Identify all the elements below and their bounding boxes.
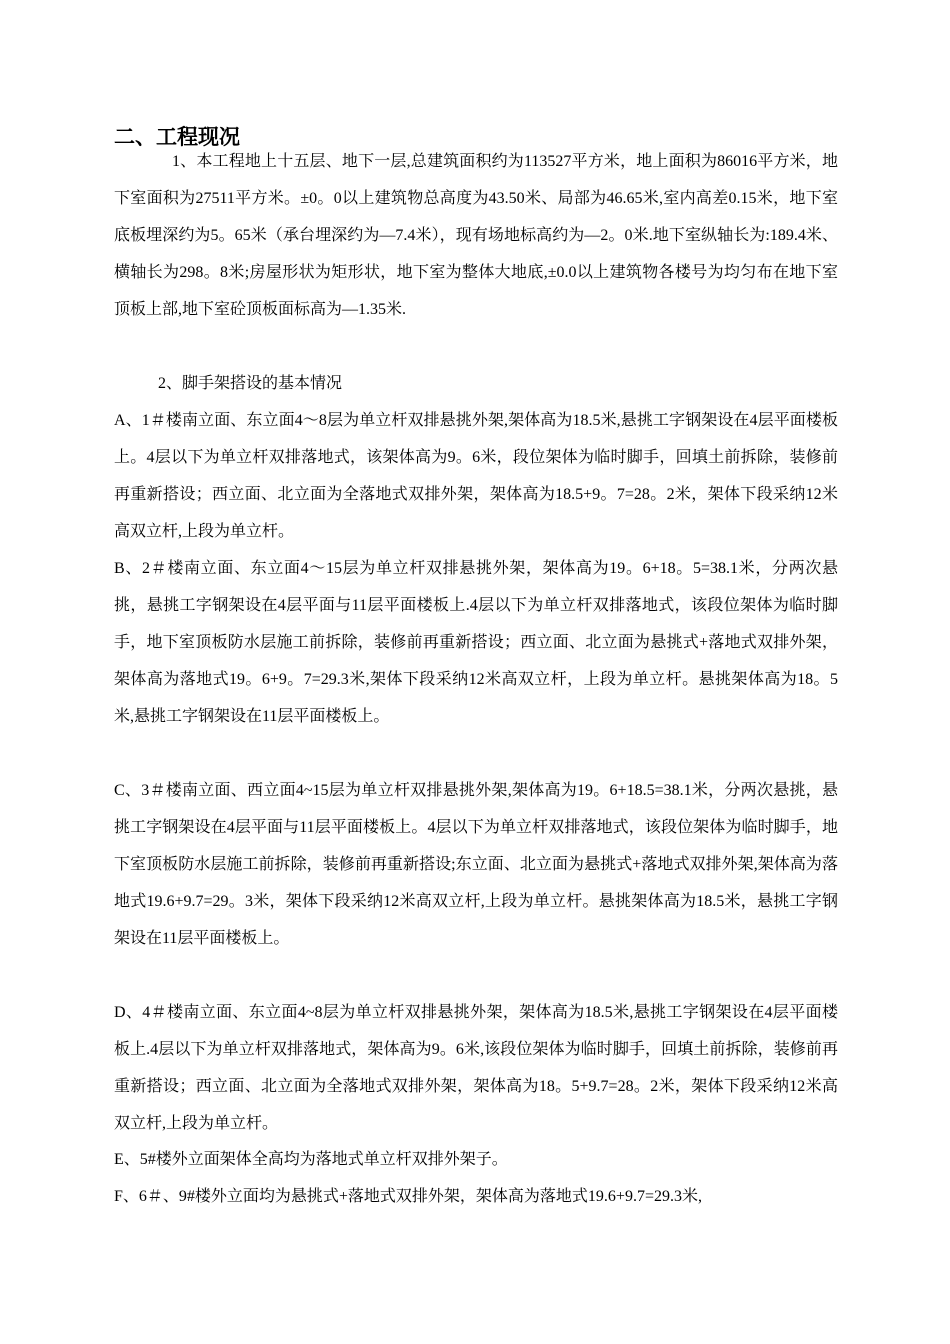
paragraph-scaffold-heading: 2、脚手架搭设的基本情况 bbox=[158, 375, 343, 392]
paragraph-building-e: E、5#楼外立面架体全高均为落地式单立杆双排外架子。 bbox=[114, 1151, 508, 1168]
paragraph-building-b: B、2＃楼南立面、东立面4～15层为单立杆双排悬挑外架，架体高为19。6+18。5=38.1米，分两次悬挑，悬挑工字钢架设在4层平面与11层平面楼板上.4层以下为单立杆双排落地式，该段位架体为临时脚手，地下室顶板防水层施工前拆除，装修前再重新搭设；西立面、北立面为悬挑式+落地式双排外架，架体高为落地式19。6+9。7=29.3米,架体下段采纳12米高双立杆，上段为单立杆。悬挑架体高为18。5米,悬挑工字钢架设在11层平面楼板上。 bbox=[114, 560, 838, 725]
section-heading: 二、工程现况 bbox=[114, 125, 240, 149]
paragraph-building-c: C、3＃楼南立面、西立面4~15层为单立杆双排悬挑外架,架体高为19。6+18.5=38.1米，分两次悬挑，悬挑工字钢架设在4层平面与11层平面楼板上。4层以下为单立杆双排落地式，该段位架体为临时脚手，地下室顶板防水层施工前拆除，装修前再重新搭设;东立面、北立面为悬挑式+落地式双排外架,架体高为落地式19.6+9.7=29。3米，架体下段采纳12米高双立杆,上段为单立杆。悬挑架体高为18.5米，悬挑工字钢架设在11层平面楼板上。 bbox=[114, 782, 838, 947]
paragraph-building-f: F、6＃、9#楼外立面均为悬挑式+落地式双排外架，架体高为落地式19.6+9.7=29.3米, bbox=[114, 1188, 702, 1205]
paragraph-project-overview: 1、本工程地上十五层、地下一层,总建筑面积约为113527平方米，地上面积为86016平方米，地下室面积为27511平方米。±0。0以上建筑物总高度为43.50米、局部为46.65米,室内高差0.15米，地下室底板埋深约为5。65米（承台埋深约为—7.4米），现有场地标高约为—2。0米.地下室纵轴长为:189.4米、横轴长为298。8米;房屋形状为矩形状，地下室为整体大地底,±0.0以上建筑物各楼号为均匀布在地下室顶板上部,地下室砼顶板面标高为—1.35米. bbox=[114, 153, 838, 318]
paragraph-building-d: D、4＃楼南立面、东立面4~8层为单立杆双排悬挑外架，架体高为18.5米,悬挑工字钢架设在4层平面楼板上.4层以下为单立杆双排落地式，架体高为9。6米,该段位架体为临时脚手，回填土前拆除，装修前再重新搭设；西立面、北立面为全落地式双排外架，架体高为18。5+9.7=28。2米，架体下段采纳12米高双立杆,上段为单立杆。 bbox=[114, 1004, 838, 1132]
paragraph-building-a: A、1＃楼南立面、东立面4～8层为单立杆双排悬挑外架,架体高为18.5米,悬挑工字钢架设在4层平面楼板上。4层以下为单立杆双排落地式，该架体高为9。6米，段位架体为临时脚手，回填土前拆除，装修前再重新搭设；西立面、北立面为全落地式双排外架，架体高为18.5+9。7=28。2米，架体下段采纳12米高双立杆,上段为单立杆。 bbox=[114, 412, 838, 540]
